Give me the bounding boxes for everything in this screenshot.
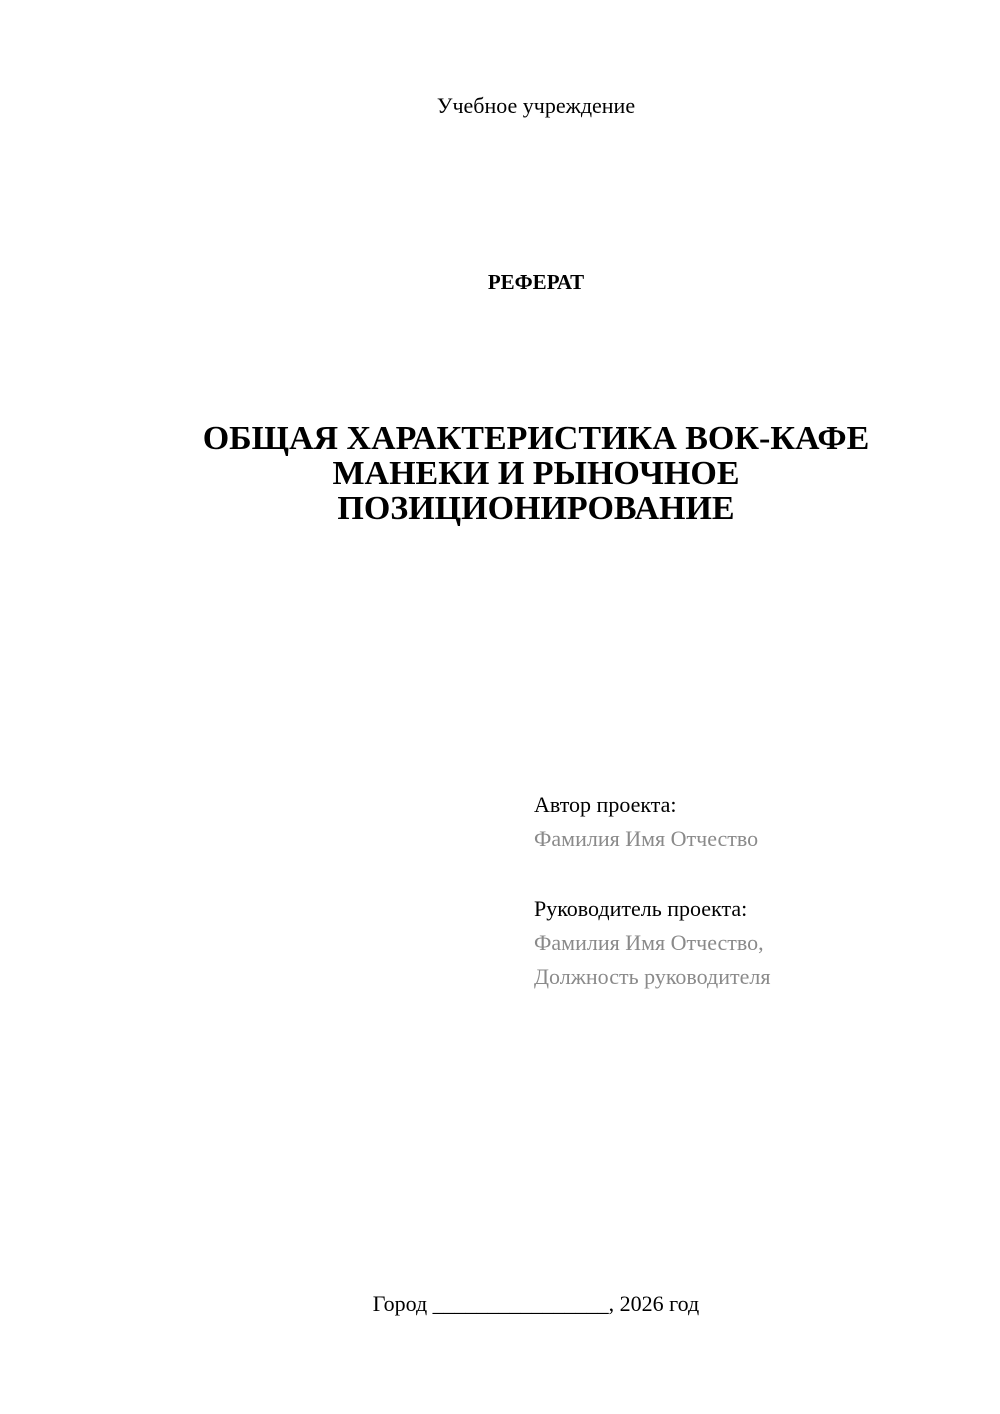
project-info-block — [534, 788, 974, 994]
supervisor-name: Фамилия Имя Отчество, — [534, 930, 764, 955]
main-title-line-2: МАНЕКИ И РЫНОЧНОЕ — [332, 455, 740, 492]
city-year-line: Город ________________, 2026 год — [372, 1291, 700, 1316]
author-label: Автор проекта: — [534, 792, 677, 817]
institution-name: Учебное учреждение — [436, 93, 636, 118]
supervisor-position: Должность руководителя — [534, 964, 771, 989]
supervisor-label: Руководитель проекта: — [534, 896, 748, 921]
author-name: Фамилия Имя Отчество — [534, 826, 759, 851]
info-spacer — [534, 856, 974, 892]
main-title-line-1: ОБЩАЯ ХАРАКТЕРИСТИКА ВОК-КАФЕ — [202, 420, 870, 457]
main-title-line-3: ПОЗИЦИОНИРОВАНИЕ — [337, 490, 735, 527]
main-title — [120, 421, 952, 526]
document-type: РЕФЕРАТ — [487, 270, 585, 294]
